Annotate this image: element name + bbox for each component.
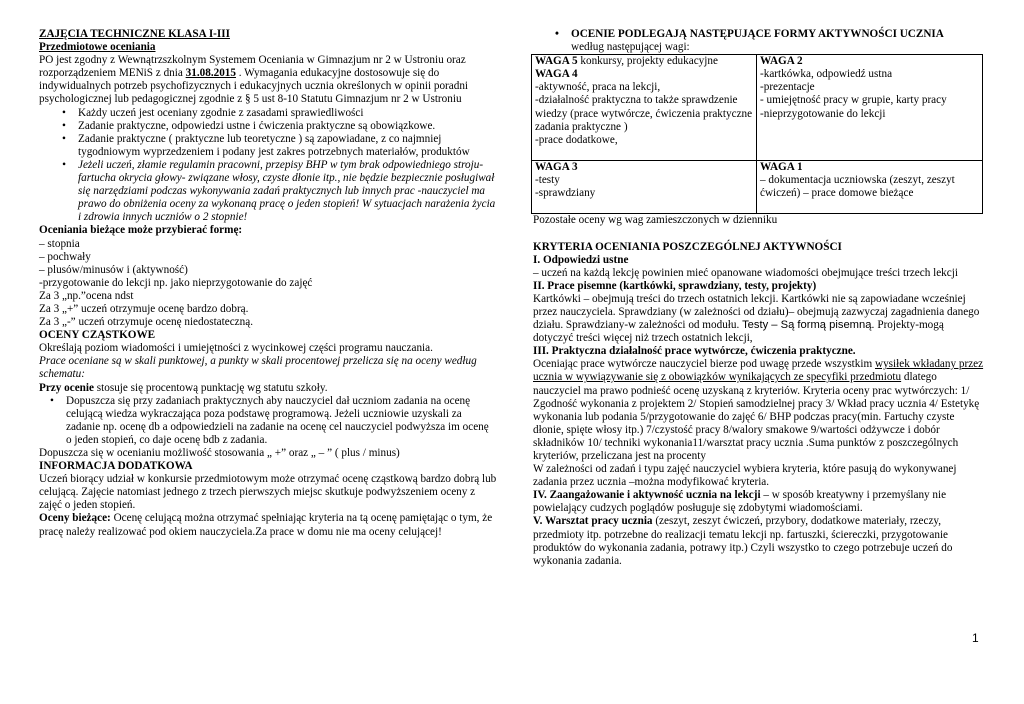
list-item: • Zadanie praktyczne, odpowiedzi ustne i ćwiczenia praktyczne są obowiązkowe.	[78, 120, 497, 133]
section-4-text: IV. Zaangażowanie i aktywność ucznia na lekcji – w sposób kreatywny i przemyślany nie powielający cudzych poglądów posługuje się zdobytymi wiadomościami.	[533, 489, 947, 515]
doc-subtitle: Przedmiotowe oceniania	[39, 41, 156, 54]
criteria-heading: KRYTERIA OCENIANIA POSZCZEGÓLNEJ AKTYWNOŚCI	[533, 240, 842, 253]
list-item-bhp: • Jeżeli uczeń, złamie regulamin pracowni, przepisy BHP w tym brak odpowiedniego stroju-fartucha okrycia głowy- związane włosy, czyste dłonie itp., nie będzie bezpiecznie posługiwał się narzędziami podczas wykonywania zadań praktycznych lub innych prac -nauczyciel ma prawo do obniżenia oceny za wykonaną pracę o jeden stopień! W sytuacjach narażenia życia i zdrowia innych uczniów o 2 stopnie!	[78, 159, 497, 224]
info-text: Uczeń biorący udział w konkursie przedmiotowym może otrzymać ocenę cząstkową bardzo dobrą lub celującą. Zajęcie natomiast jednego z trzech pierwszych miejsc skutkuje podwyższeniem oceny z zajęć o jeden stopień.	[39, 473, 497, 512]
weight-label: WAGA 2	[760, 55, 803, 68]
weight-item: - umiejętność pracy w grupie, karty pracy	[760, 94, 947, 107]
partial-heading: OCENY CZĄSTKOWE	[39, 329, 156, 342]
form-line: Za 3 „-” uczeń otrzymuje ocenę niedostateczną.	[39, 316, 253, 329]
section-2-text: Kartkówki – obejmują treści do trzech ostatnich lekcji. Kartkówki nie są zapowiadane wcześniej przez nauczyciela. Sprawdziany (w zależności od działu)– obejmują zazwyczaj zagadnienia danego działu. Sprawdziany-w zależności od modułu. Testy – Są formą pisemną. Projekty-mogą dotyczyć treści więcej niż trzech ostatnich lekcji,	[533, 292, 980, 345]
weights-table	[531, 54, 983, 214]
list-item: • Każdy uczeń jest oceniany zgodnie z zasadami sprawiedliwości	[78, 107, 497, 120]
forms-list	[533, 28, 985, 41]
weights-cell-5-4: WAGA 5 konkursy, projekty edukacyjne WAGA 4 -aktywność, praca na lekcji, -działalność praktyczna to także sprawdzenie wiedzy (prace wytwórcze, ćwiczenia praktyczne zadania praktyczne ) -prace dodatkowe,	[532, 55, 757, 161]
weight-item: -działalność praktyczna to także sprawdzenie wiedzy (prace wytwórcze, ćwiczenia praktyczne zadania praktyczne )	[535, 94, 753, 133]
section-4-heading: IV. Zaangażowanie i aktywność ucznia na lekcji	[533, 489, 761, 502]
forms-heading-right: • OCENIE PODLEGAJĄ NASTĘPUJĄCE FORMY AKTYWNOŚCI UCZNIA	[571, 28, 985, 41]
extra-list	[39, 395, 497, 447]
weight-item: -sprawdziany	[535, 187, 596, 200]
grade-paragraph: Przy ocenie stosuje się procentową punktację wg statutu szkoły.	[39, 381, 328, 394]
rules-list	[39, 107, 497, 225]
intro-date: 31.08.2015	[185, 67, 236, 80]
form-line: – pochwały	[39, 250, 91, 263]
left-column	[39, 28, 497, 539]
right-column	[533, 28, 985, 568]
weight-item: -aktywność, praca na lekcji,	[535, 81, 661, 94]
weights-cell-3	[532, 160, 757, 213]
current-paragraph: Oceny bieżące: Ocenę celującą można otrzymać spełniając kryteria na tą ocenę pamiętając o tym, że pracę należy realizować pod okiem nauczyciela.Za prace w domu nie ma oceny celującej!	[39, 512, 493, 538]
partial-text: Określają poziom wiadomości i umiejętności z wycinkowej części programu nauczania.	[39, 342, 433, 355]
weight-item: -testy	[535, 174, 560, 187]
section-3-text-2: W zależności od zadań i typu zajęć nauczyciel wybiera kryteria, które pasują do wykonywanej zadania przez ucznia –można modyfikować kryteria.	[533, 463, 957, 489]
page-number: 1	[972, 631, 979, 645]
form-line: – plusów/minusów i (aktywność)	[39, 263, 188, 276]
weight-label: WAGA 3	[535, 160, 578, 173]
weight-label: WAGA 5	[535, 55, 578, 68]
intro-paragraph: PO jest zgodny z Wewnątrzszkolnym Systemem Oceniania w Gimnazjum nr 2 w Ustroniu oraz rozporządzeniem MENiS z dnia 31.08.2015 . Wymagania edukacyjne dostosowuje się do indywidualnych potrzeb psychofizycznych i edukacyjnych ucznia określonych w opinii poradni psychologicznej lub pedagogicznej zgodnie z § 5 ust 8-10 Statutu Gimnazjum nr 2 w Ustroniu	[39, 54, 469, 106]
forms-sub: według następującej wagi:	[571, 41, 690, 54]
weight-item: -nieprzygotowanie do lekcji	[760, 107, 886, 120]
section-2-heading: II. Prace pisemne (kartkówki, sprawdziany, testy, projekty)	[533, 279, 817, 292]
form-line: Za 3 „np.”ocena ndst	[39, 289, 134, 302]
list-item: • Dopuszcza się przy zadaniach praktycznych aby nauczyciel dał uczniom zadania na ocenę celującą wiedza wykraczająca poza podstawę programową. Jeżeli uczniowie uzyskali za zadanie np. ocenę db a odpowiedzieli na zadanie na ocenę cel nauczyciel podwyższa im ocenę o jeden stopień, co daje ocenę bdb z zadania.	[66, 395, 497, 447]
weight-item: -prace dodatkowe,	[535, 133, 618, 146]
weight-item: – dokumentacja uczniowska (zeszyt, zeszyt ćwiczeń) – prace domowe bieżące	[760, 174, 955, 200]
weight-item: -kartkówka, odpowiedź ustna	[760, 68, 893, 81]
plus-minus-text: Dopuszcza się w ocenianiu możliwość stosowania „ +” oraz „ – ” ( plus / minus)	[39, 447, 400, 459]
section-1-text: – uczeń na każdą lekcję powinien mieć opanowane wiadomości obejmujące treści trzech lekcji	[533, 266, 958, 279]
section-5-text: V. Warsztat pracy ucznia (zeszyt, zeszyt ćwiczeń, przybory, dodatkowe materiały, rzeczy, przedmioty itp. potrzebne do realizacji tematu lekcji np. fartuszki, ściereczki, przygotowanie produktów do wykonania zadania, potrawy itp.) Czyli wszystko to czego potrzebuje uczeń do wykonania zadania.	[533, 515, 953, 567]
other-grades: Pozostałe oceny wg wag zamieszczonych w dzienniku	[533, 214, 778, 227]
section-5-heading: V. Warsztat pracy ucznia	[533, 515, 653, 528]
weight-item: -prezentacje	[760, 81, 815, 94]
section-3-heading: III. Praktyczna działalność prace wytwórcze, ćwiczenia praktyczne.	[533, 345, 856, 358]
form-line: Za 3 „+” uczeń otrzymuje ocenę bardzo dobrą.	[39, 302, 249, 315]
info-heading: INFORMACJA DODATKOWA	[39, 460, 193, 473]
weights-cell-1	[757, 160, 983, 213]
doc-title: ZAJĘCIA TECHNICZNE KLASA I-III	[39, 28, 230, 40]
form-line: -przygotowanie do lekcji np. jako nieprzygotowanie do zajęć	[39, 276, 313, 289]
partial-italic: Prace oceniane są w skali punktowej, a punkty w skali procentowej przelicza się na oceny według schematu:	[39, 355, 477, 381]
section-3-text: Oceniając prace wytwórcze nauczyciel bierze pod uwagę przede wszystkim wysiłek wkładany przez ucznia w wywiązywanie się z obowiązków wynikających ze specyfiki przedmiotu dlatego nauczyciel ma prawo podnieść ocenę uzyskaną z kryteriów. Kryteria oceny prac wytwórczych: 1/ Zgodność wykonania z projektem 2/ Stopień samodzielnej pracy 3/ Wkład pracy ucznia 4/ Estetykę wykonania lub podania 5/przygotowanie do zajęć 6/ BHP podczas pracy(min. Fartuchy czyste dłonie, spięte włosy itp.) 7/czystość pracy 8/walory smakowe 9/wartości odżywcze i dobór składników 10/ techniki wykonania11/warsztat pracy ucznia .Suma punktów z poszczególnych kryteriów, przeliczana jest na procenty	[533, 358, 984, 462]
weight-label: WAGA 4	[535, 68, 578, 81]
weights-cell-2	[757, 55, 983, 161]
section-1-heading: I. Odpowiedzi ustne	[533, 253, 629, 266]
weight-label: WAGA 1	[760, 160, 803, 173]
list-item: • Zadanie praktyczne ( praktyczne lub teoretyczne ) są zapowiadane, z co najmniej tygodniowym wyprzedzeniem i podany jest zakres potrzebnych materiałów, produktów	[78, 133, 497, 159]
forms-heading: Oceniania bieżące może przybierać formę:	[39, 224, 243, 237]
form-line: – stopnia	[39, 237, 80, 250]
